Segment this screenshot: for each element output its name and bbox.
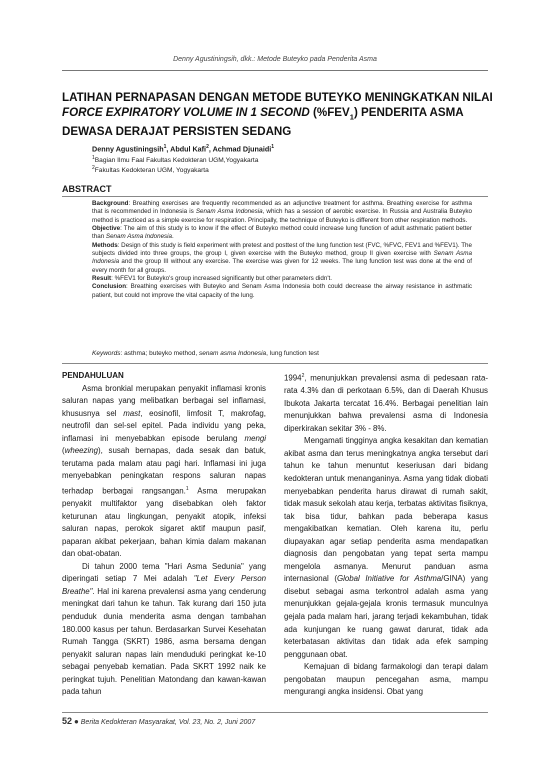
abstract-text: : The aim of this study is to know if the effect of Buteyko method could increase lung function of adult asthmatic patient better than xyxy=(92,225,472,241)
abstract-label: Objective xyxy=(92,225,121,233)
author-affil-mark: 1 xyxy=(271,144,275,150)
title-line-3: DEWASA DERAJAT PERSISTEN SEDANG xyxy=(62,125,292,139)
body-text: ), susah bernapas, dada sesak dan batuk, terutama pada malam atau pagi hari. Inflamasi ini juga menyebabkan peningkatan respons saluran napas terhadap berbagai rangsangan. xyxy=(62,446,266,496)
body-text: , menunjukkan prevalensi asma di pedesaan rata-rata 4.3% dan di perkotaan 6.5%, dan di Daerah Khusus Ibukota Jakarta tercatat 16.4%. Berbagai penelitian lain menunjukkan bahwa prevalensi asma di Indonesia diperkirakan sekitar 3% - 8%. xyxy=(284,373,488,433)
affiliation-2 xyxy=(92,165,472,174)
author-name: Achmad Djunaidi xyxy=(212,144,272,154)
title-line-2-end: ) PENDERITA ASMA xyxy=(353,106,464,119)
citation-mark: 1 xyxy=(185,485,189,492)
body-text: Di tahun 2000 tema "Hari Asma Sedunia" yang diperingati setiap 7 Mei adalah xyxy=(62,561,266,584)
abstract-italic: Senam Asma Indonesia xyxy=(92,250,472,266)
author-separator: , xyxy=(166,144,171,154)
body-italic: Global Initiative for Asthma xyxy=(336,574,442,584)
abstract-heading: ABSTRACT xyxy=(62,184,112,194)
page-number: 52 xyxy=(62,716,73,726)
title-fev-subscript: 1 xyxy=(349,112,354,122)
keywords-text: : asthma; buteyko method, xyxy=(120,350,199,357)
body-text: /GINA) yang disebut sebagai asma terkontrol adalah asma yang menunjukkan gejala-gejala kronis termasuk munculnya gejala pada malam hari, jarang terjadi kekambuhan, tidak ada kunjungan ke ruang gawat darurat, tidak ada keterbatasan aktivitas dan tidak ada efek samping penggunaan obat. xyxy=(284,574,488,659)
body-text: . Hal ini karena prevalensi asma yang cenderung meningkat dari tahun ke tahun. Tak kurang dari 150 juta penduduk dunia menderita asma dengan tambahan 180.000 kasus per tahun. Berdasarkan Survei Kesehatan Rumah Tangga (SKRT) 1986, asma bersama dengan penyakit saluran napas lain menduduki peringkat ke-10 sebagai penyebab kematian. Pada SKRT 1992 naik ke peringkat tujuh. Penelitian Matondang dan kawan-kawan pada tahun xyxy=(62,586,266,697)
author-list xyxy=(92,144,472,153)
affiliation-mark: 1 xyxy=(92,155,95,161)
abstract-italic: Senam Asma Indonesia xyxy=(105,233,173,241)
abstract-label: Conclusion xyxy=(92,283,127,291)
abstract-text: : Design of this study is field experiment with pretest and posttest of the lung function test (FVC, %FVC, FEV1 and %FEV1). The subjects divided into three groups, the group I, given exercise with the Buteyko method, group II given exercise with xyxy=(92,241,472,258)
abstract-objective xyxy=(92,225,472,242)
paper-title xyxy=(62,90,492,139)
body-paragraph xyxy=(284,661,488,699)
title-line-1: LATIHAN PERNAPASAN DENGAN METODE BUTEYKO MENINGKATKAN NILAI xyxy=(62,91,493,104)
page-footer xyxy=(62,716,255,726)
abstract-divider xyxy=(62,196,488,197)
author-name: Denny Agustiningsih xyxy=(92,144,164,154)
title-fev: (%FEV xyxy=(313,106,350,119)
abstract-text: , which has a session of aerobic exercise. In Russia and Australia Buteyko method is practiced as a simple exercise for respiration. Principally, the technique of Buteyko is different from other respiration methods. xyxy=(92,208,472,224)
body-paragraph xyxy=(284,370,488,435)
journal-citation: Berita Kedokteran Masyarakat, Vol. 23, No. 2, Juni 2007 xyxy=(80,719,256,726)
abstract-text: : Breathing exercises are frequently recommended as an adjunctive treatment for asthma. Breathing exercise for asthma that is recommended in Indonesia is xyxy=(92,200,472,216)
body-text: , eosinofil, limfosit T, makrofag, neutrofil dan sel-sel epitel. Pada individu yang peka, inflamasi ini menyebabkan episode berulang xyxy=(62,408,266,443)
body-italic: mast xyxy=(123,408,141,418)
body-italic: wheezing xyxy=(64,446,98,456)
abstract-background xyxy=(92,200,472,225)
abstract-text: : Breathing exercises with Buteyko and Senam Asma Indonesia both could decrease the airway resistance in asthmatic patient, but could not improve the vital capacity of the lung. xyxy=(92,283,472,299)
abstract-result xyxy=(92,275,472,283)
body-italic: mengi xyxy=(244,433,266,443)
body-text: Kemajuan di bidang farmakologi dan terapi dalam pengobatan maupun pencegahan asma, mampu mengurangi angka insidensi. Obat yang xyxy=(284,662,488,697)
abstract-label: Methods xyxy=(92,241,118,249)
affiliation-1 xyxy=(92,155,472,164)
header-divider xyxy=(62,70,488,71)
body-text: Mengamati tingginya angka kesakitan dan kematian akibat asma dan terus meningkatnya angka tersebut dari tahun ke tahun menuntut keseriusan dari bidang kedokteran untuk menanganinya. Asma yang tidak diobati menyebabkan penderita harus dirawat di rumah sakit, tidak masuk sekolah atau kerja, terbatas aktivitas fisiknya, tak bisa tidur, bahkan pada beberapa kasus mengakibatkan kematian. Oleh karena itu, perlu diupayakan agar setiap penderita asma mendapatkan diagnosis dan pengobatan yang tepat serta mampu mengelola asmanya. Menurut panduan asma internasional ( xyxy=(284,436,488,584)
keywords xyxy=(92,350,472,357)
bullet-icon: ● xyxy=(73,717,79,726)
abstract-label: Background xyxy=(92,200,129,207)
title-line-2 xyxy=(62,105,492,124)
abstract-methods xyxy=(92,242,472,275)
abstract-text: . xyxy=(172,233,174,241)
keywords-text: , lung function test xyxy=(266,350,319,357)
author-separator: , xyxy=(208,144,213,154)
abstract-label: Result xyxy=(92,275,112,283)
body-text: Asma bronkial merupakan penyakit inflamasi kronis saluran napas yang melibatkan berbagai sel inflamasi, khususnya sel xyxy=(62,383,266,418)
body-text: 1994 xyxy=(284,373,302,383)
affiliation-mark: 2 xyxy=(92,165,95,171)
keywords-label: Keywords xyxy=(92,350,121,357)
abstract-body xyxy=(92,200,472,300)
author-affil-mark: 2 xyxy=(206,144,209,150)
abstract-text: and the group III without any exercise. The exercise was given for 12 weeks. The lung function test was done at the end of every month for all groups. xyxy=(92,258,472,274)
body-column-right xyxy=(284,370,488,699)
abstract-italic: Senam Asma Indonesia xyxy=(195,208,263,216)
affiliation-text: Fakultas Kedokteran UGM, Yogyakarta xyxy=(94,167,209,175)
body-italic: "Let Every Person Breathe" xyxy=(62,574,266,596)
keywords-divider xyxy=(62,363,488,364)
abstract-text: : %FEV1 for Buteyko's group increased significantly but other parameters didn't. xyxy=(111,275,333,283)
keywords-italic: senam asma Indonesia xyxy=(198,350,267,357)
section-heading: PENDAHULUAN xyxy=(62,371,124,380)
body-paragraph xyxy=(62,561,266,699)
body-text: ( xyxy=(62,446,65,456)
footer-divider xyxy=(62,712,488,713)
body-column-left xyxy=(62,370,266,699)
body-paragraph xyxy=(62,383,266,561)
running-header: Denny Agustiningsih, dkk.: Metode Buteyko pada Penderita Asma xyxy=(173,56,377,63)
body-paragraph xyxy=(284,435,488,661)
abstract-conclusion xyxy=(92,283,472,300)
title-italic-term: FORCE EXPIRATORY VOLUME IN 1 SECOND xyxy=(62,106,310,119)
author-name: Abdul Kafi xyxy=(170,144,207,154)
affiliation-text: Bagian Ilmu Faal Fakultas Kedokteran UGM,Yogyakarta xyxy=(94,157,259,165)
citation-mark: 2 xyxy=(301,373,305,379)
body-text: Asma merupakan penyakit multifaktor yang disebabkan oleh faktor keturunan atau lingkungan, penyakit atopik, infeksi saluran napas, perokok sigaret aktif maupun pasif, paparan akibat pekerjaan, bahan kimia dalam makanan dan obat-obatan. xyxy=(62,486,266,559)
author-affil-mark: 1 xyxy=(163,144,167,150)
